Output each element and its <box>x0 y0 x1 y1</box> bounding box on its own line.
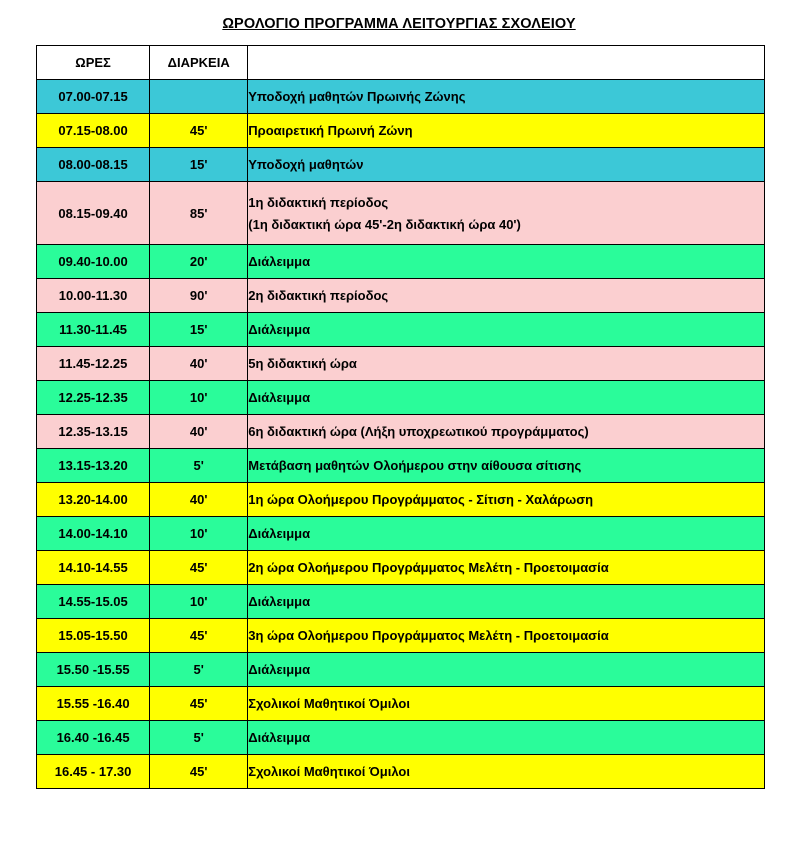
table-header <box>37 46 765 80</box>
cell-hours: 12.25-12.35 <box>37 381 150 415</box>
column-header-description <box>248 46 765 80</box>
table-row <box>37 114 765 148</box>
cell-hours: 10.00-11.30 <box>37 279 150 313</box>
table-row <box>37 279 765 313</box>
cell-hours: 13.20-14.00 <box>37 483 150 517</box>
cell-hours: 15.50 -15.55 <box>37 653 150 687</box>
table-row <box>37 619 765 653</box>
table-row <box>37 653 765 687</box>
cell-hours: 11.30-11.45 <box>37 313 150 347</box>
cell-duration: 45' <box>150 114 248 148</box>
cell-duration: 40' <box>150 415 248 449</box>
cell-duration: 40' <box>150 347 248 381</box>
cell-description: Διάλειμμα <box>248 585 765 619</box>
cell-description: 2η ώρα Ολοήμερου Προγράμματος Μελέτη - Προετοιμασία <box>248 551 765 585</box>
table-row <box>37 483 765 517</box>
cell-duration: 15' <box>150 148 248 182</box>
cell-description: Διάλειμμα <box>248 721 765 755</box>
cell-description: 5η διδακτική ώρα <box>248 347 765 381</box>
table-row <box>37 182 765 245</box>
cell-description: Διάλειμμα <box>248 245 765 279</box>
cell-description: Προαιρετική Πρωινή Ζώνη <box>248 114 765 148</box>
cell-duration: 5' <box>150 653 248 687</box>
cell-description: Σχολικοί Μαθητικοί Όμιλοι <box>248 755 765 789</box>
cell-hours: 07.00-07.15 <box>37 80 150 114</box>
cell-description: Διάλειμμα <box>248 313 765 347</box>
cell-description: Διάλειμμα <box>248 517 765 551</box>
schedule-table-container <box>0 45 798 789</box>
table-row <box>37 551 765 585</box>
table-row <box>37 721 765 755</box>
cell-description <box>248 182 765 245</box>
cell-description: 3η ώρα Ολοήμερου Προγράμματος Μελέτη - Προετοιμασία <box>248 619 765 653</box>
table-row <box>37 687 765 721</box>
cell-hours: 09.40-10.00 <box>37 245 150 279</box>
cell-hours: 14.10-14.55 <box>37 551 150 585</box>
cell-hours: 16.40 -16.45 <box>37 721 150 755</box>
table-row <box>37 517 765 551</box>
table-row <box>37 449 765 483</box>
cell-hours: 08.00-08.15 <box>37 148 150 182</box>
column-header-duration: ΔΙΑΡΚΕΙΑ <box>150 46 248 80</box>
cell-hours: 14.55-15.05 <box>37 585 150 619</box>
cell-hours: 13.15-13.20 <box>37 449 150 483</box>
table-row <box>37 381 765 415</box>
page-title: ΩΡΟΛΟΓΙΟ ΠΡΟΓΡΑΜΜΑ ΛΕΙΤΟΥΡΓΙΑΣ ΣΧΟΛΕΙΟΥ <box>222 16 576 32</box>
cell-hours: 12.35-13.15 <box>37 415 150 449</box>
table-row <box>37 755 765 789</box>
table-row <box>37 80 765 114</box>
table-row <box>37 148 765 182</box>
cell-duration: 45' <box>150 551 248 585</box>
cell-description: Διάλειμμα <box>248 381 765 415</box>
cell-hours: 08.15-09.40 <box>37 182 150 245</box>
cell-hours: 16.45 - 17.30 <box>37 755 150 789</box>
cell-duration: 10' <box>150 585 248 619</box>
cell-hours: 07.15-08.00 <box>37 114 150 148</box>
cell-description: Μετάβαση μαθητών Ολοήμερου στην αίθουσα σίτισης <box>248 449 765 483</box>
description-line-2: (1η διδακτική ώρα 45'-2η διδακτική ώρα 40') <box>248 216 521 232</box>
table-row <box>37 347 765 381</box>
table-row <box>37 415 765 449</box>
cell-duration: 15' <box>150 313 248 347</box>
cell-duration: 40' <box>150 483 248 517</box>
cell-hours: 14.00-14.10 <box>37 517 150 551</box>
cell-hours: 15.05-15.50 <box>37 619 150 653</box>
table-header-row <box>37 46 765 80</box>
cell-duration: 5' <box>150 721 248 755</box>
cell-hours: 15.55 -16.40 <box>37 687 150 721</box>
cell-duration: 20' <box>150 245 248 279</box>
cell-description: Υποδοχή μαθητών <box>248 148 765 182</box>
cell-description: 6η διδακτική ώρα (Λήξη υποχρεωτικού προγράμματος) <box>248 415 765 449</box>
cell-duration: 10' <box>150 381 248 415</box>
description-line-1: 1η διδακτική περίοδος <box>248 194 389 210</box>
cell-duration: 45' <box>150 619 248 653</box>
table-row <box>37 245 765 279</box>
cell-duration: 85' <box>150 182 248 245</box>
cell-description: Υποδοχή μαθητών Πρωινής Ζώνης <box>248 80 765 114</box>
cell-description: Σχολικοί Μαθητικοί Όμιλοι <box>248 687 765 721</box>
cell-hours: 11.45-12.25 <box>37 347 150 381</box>
cell-duration <box>150 80 248 114</box>
cell-duration: 45' <box>150 687 248 721</box>
table-row <box>37 585 765 619</box>
column-header-hours: ΩΡΕΣ <box>37 46 150 80</box>
table-row <box>37 313 765 347</box>
schedule-table <box>36 45 765 789</box>
cell-description: 2η διδακτική περίοδος <box>248 279 765 313</box>
cell-description: Διάλειμμα <box>248 653 765 687</box>
cell-duration: 10' <box>150 517 248 551</box>
cell-duration: 5' <box>150 449 248 483</box>
table-body <box>37 80 765 789</box>
cell-description: 1η ώρα Ολοήμερου Προγράμματος - Σίτιση - Χαλάρωση <box>248 483 765 517</box>
cell-duration: 45' <box>150 755 248 789</box>
cell-duration: 90' <box>150 279 248 313</box>
description-multiline <box>248 196 764 231</box>
